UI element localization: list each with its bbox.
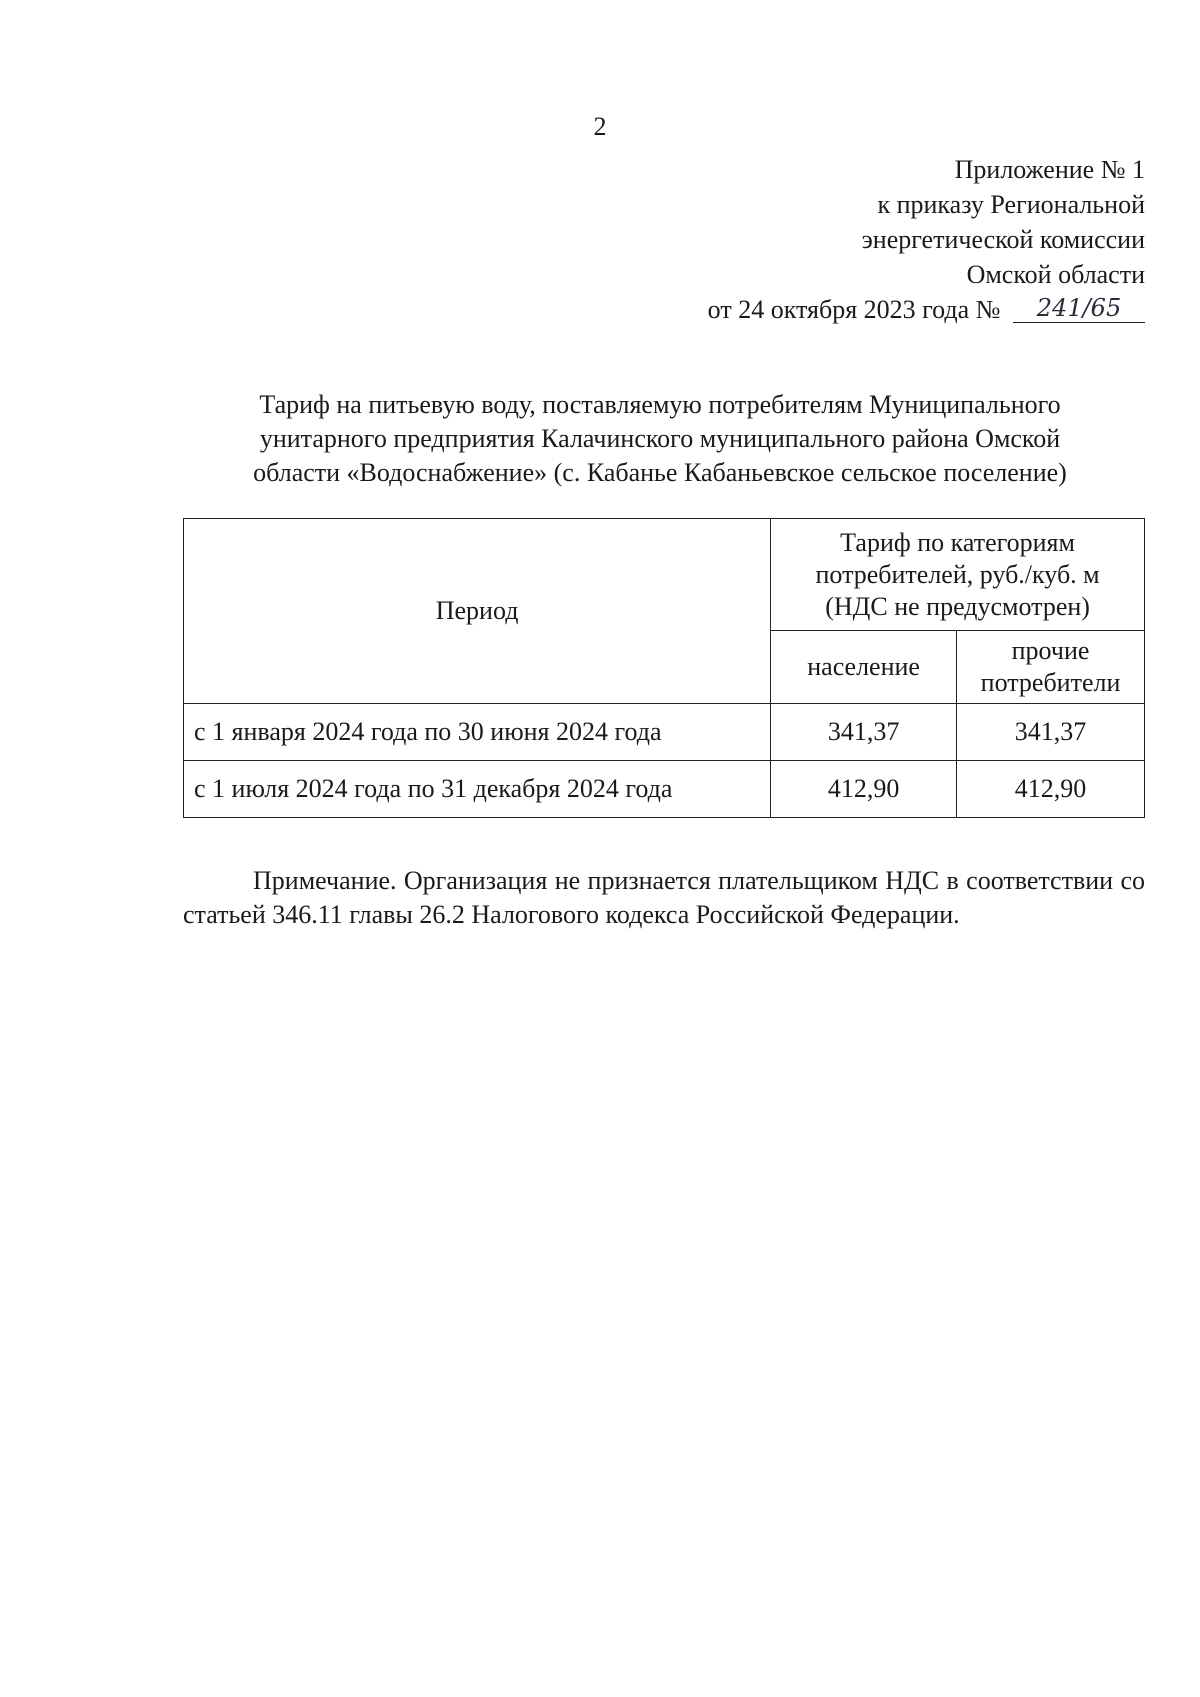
- appendix-header: [545, 152, 1145, 327]
- tariff-table: [183, 518, 1145, 818]
- other-tariff-cell: 412,90: [957, 761, 1145, 818]
- other-tariff-cell: 341,37: [957, 704, 1145, 761]
- appendix-line-4: Омской области: [966, 260, 1145, 289]
- population-tariff-cell: 412,90: [771, 761, 957, 818]
- title-line-2: унитарного предприятия Калачинского муниципального района Омской: [259, 424, 1061, 453]
- appendix-line-2: к приказу Региональной: [877, 190, 1145, 219]
- population-header: население: [771, 631, 957, 704]
- title-line-1: Тариф на питьевую воду, поставляемую потребителям Муниципального: [259, 390, 1061, 419]
- period-header: Период: [184, 519, 771, 704]
- title-line-3: области «Водоснабжение» (с. Кабанье Кабаньевское сельское поселение): [253, 458, 1067, 487]
- tariff-header-line-1: Тариф по категориям: [840, 527, 1075, 557]
- period-cell: с 1 января 2024 года по 30 июня 2024 года: [184, 704, 771, 761]
- other-consumers-header: [957, 631, 1145, 704]
- appendix-line-1: Приложение № 1: [954, 155, 1145, 184]
- table-row: [184, 704, 1145, 761]
- order-line: [545, 292, 1145, 327]
- other-header-line-1: прочие: [1011, 636, 1090, 665]
- table-header-row: [184, 519, 1145, 631]
- tariff-header-line-3: (НДС не предусмотрен): [825, 591, 1090, 621]
- page-number: 2: [593, 112, 607, 141]
- note-paragraph: Примечание. Организация не признается плательщиком НДС в соответствии со статьей 346.11 главы 26.2 Налогового кодекса Российской Федерации.: [183, 866, 1145, 929]
- tariff-header: [771, 519, 1145, 631]
- order-date: от 24 октября 2023 года №: [707, 295, 1001, 324]
- appendix-line-3: энергетической комиссии: [861, 225, 1145, 254]
- order-number-handwritten: 241/65: [1013, 294, 1145, 323]
- tariff-header-line-2: потребителей, руб./куб. м: [815, 559, 1100, 589]
- other-header-line-2: потребители: [980, 668, 1121, 697]
- document-title: [200, 388, 1120, 490]
- period-cell: с 1 июля 2024 года по 31 декабря 2024 года: [184, 761, 771, 818]
- population-tariff-cell: 341,37: [771, 704, 957, 761]
- table-row: [184, 761, 1145, 818]
